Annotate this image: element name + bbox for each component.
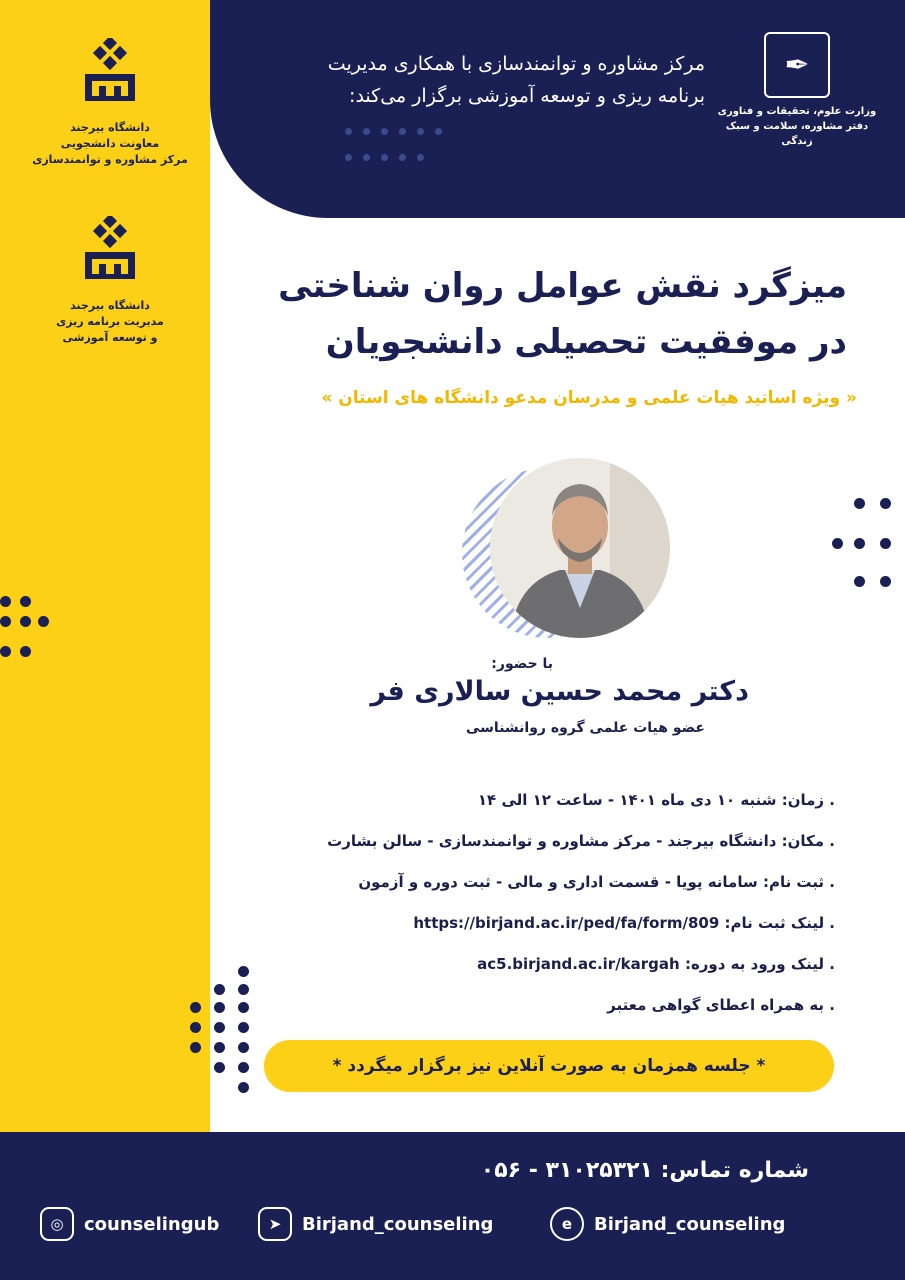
birjand-university-logo-icon xyxy=(81,216,139,288)
speaker-role: عضو هیات علمی گروه روانشناسی xyxy=(466,720,705,736)
instagram-icon: ◎ xyxy=(40,1207,74,1241)
logo1-line3: مرکز مشاوره و توانمندسازی xyxy=(32,153,188,166)
logo2-line3: و توسعه آموزشی xyxy=(62,331,158,344)
university-logo-1 xyxy=(30,38,190,168)
intro-line1: مرکز مشاوره و توانمندسازی با همکاری مدیریت xyxy=(327,53,705,75)
logo2-line2: مدیریت برنامه ریزی xyxy=(56,315,164,328)
lower-dots-decoration xyxy=(190,966,252,1102)
speaker-photo xyxy=(490,458,670,638)
logo1-line2: معاونت دانشجویی xyxy=(60,137,160,150)
birjand-university-logo-icon xyxy=(81,38,139,110)
speaker-portrait-illustration xyxy=(490,458,670,638)
detail-registration: . ثبت نام: سامانه پویا - قسمت اداری و مالی - ثبت دوره و آزمون xyxy=(358,873,835,891)
speaker-name: دکتر محمد حسین سالاری فر xyxy=(370,676,749,707)
university-logo-2 xyxy=(30,216,190,346)
intro-line2: برنامه ریزی و توسعه آموزشی برگزار می‌کند: xyxy=(349,85,705,107)
instagram-link[interactable] xyxy=(40,1206,219,1242)
ministry-line1: وزارت علوم، تحقیقات و فناوری xyxy=(717,106,877,117)
sidebar-dots-decoration xyxy=(0,596,60,666)
page-title xyxy=(227,258,847,370)
detail-location: . مکان: دانشگاه بیرجند - مرکز مشاوره و توانمندسازی - سالن بشارت xyxy=(327,832,835,850)
banner-dots-decoration xyxy=(345,128,455,168)
ministry-emblem-icon: ✒ xyxy=(764,32,830,98)
contact-phone: شماره تماس: ۳۱۰۲۵۳۲۱ - ۰۵۶ xyxy=(480,1158,809,1183)
online-session-banner: * جلسه همزمان به صورت آنلاین نیز برگزار میگردد * xyxy=(264,1040,834,1092)
attend-label: با حضور: xyxy=(491,656,553,672)
detail-certificate: . به همراه اعطای گواهی معتبر xyxy=(607,996,835,1014)
intro-text xyxy=(225,48,705,112)
detail-registration-link[interactable]: . لینک ثبت نام: https://birjand.ac.ir/ped/fa/form/809 xyxy=(413,914,835,932)
logo2-line1: دانشگاه بیرجند xyxy=(70,299,150,312)
speaker-photo-frame xyxy=(490,458,670,638)
title-line2: در موفقیت تحصیلی دانشجویان xyxy=(325,322,847,362)
telegram-link[interactable] xyxy=(258,1206,493,1242)
title-line1: میزگرد نقش عوامل روان شناختی xyxy=(278,266,847,306)
left-yellow-sidebar xyxy=(0,0,210,1132)
eitaa-handle: Birjand_counseling xyxy=(594,1213,786,1235)
subtitle: « ویژه اساتید هیات علمی و مدرسان مدعو دانشگاه های استان » xyxy=(321,388,857,408)
ministry-logo xyxy=(717,32,877,149)
instagram-handle: counselingub xyxy=(84,1213,220,1235)
detail-time: . زمان: شنبه ۱۰ دی ماه ۱۴۰۱ - ساعت ۱۲ الی ۱۴ xyxy=(477,791,835,809)
eitaa-icon: e xyxy=(550,1207,584,1241)
event-details-list xyxy=(295,790,835,1036)
eitaa-link[interactable] xyxy=(550,1206,785,1242)
right-dots-decoration xyxy=(832,498,905,590)
detail-course-link[interactable]: . لینک ورود به دوره: ac5.birjand.ac.ir/kargah xyxy=(477,955,835,973)
telegram-icon: ➤ xyxy=(258,1207,292,1241)
telegram-handle: Birjand_counseling xyxy=(302,1213,494,1235)
ministry-line2: دفتر مشاوره، سلامت و سبک زندگی xyxy=(725,121,869,147)
logo1-line1: دانشگاه بیرجند xyxy=(70,121,150,134)
